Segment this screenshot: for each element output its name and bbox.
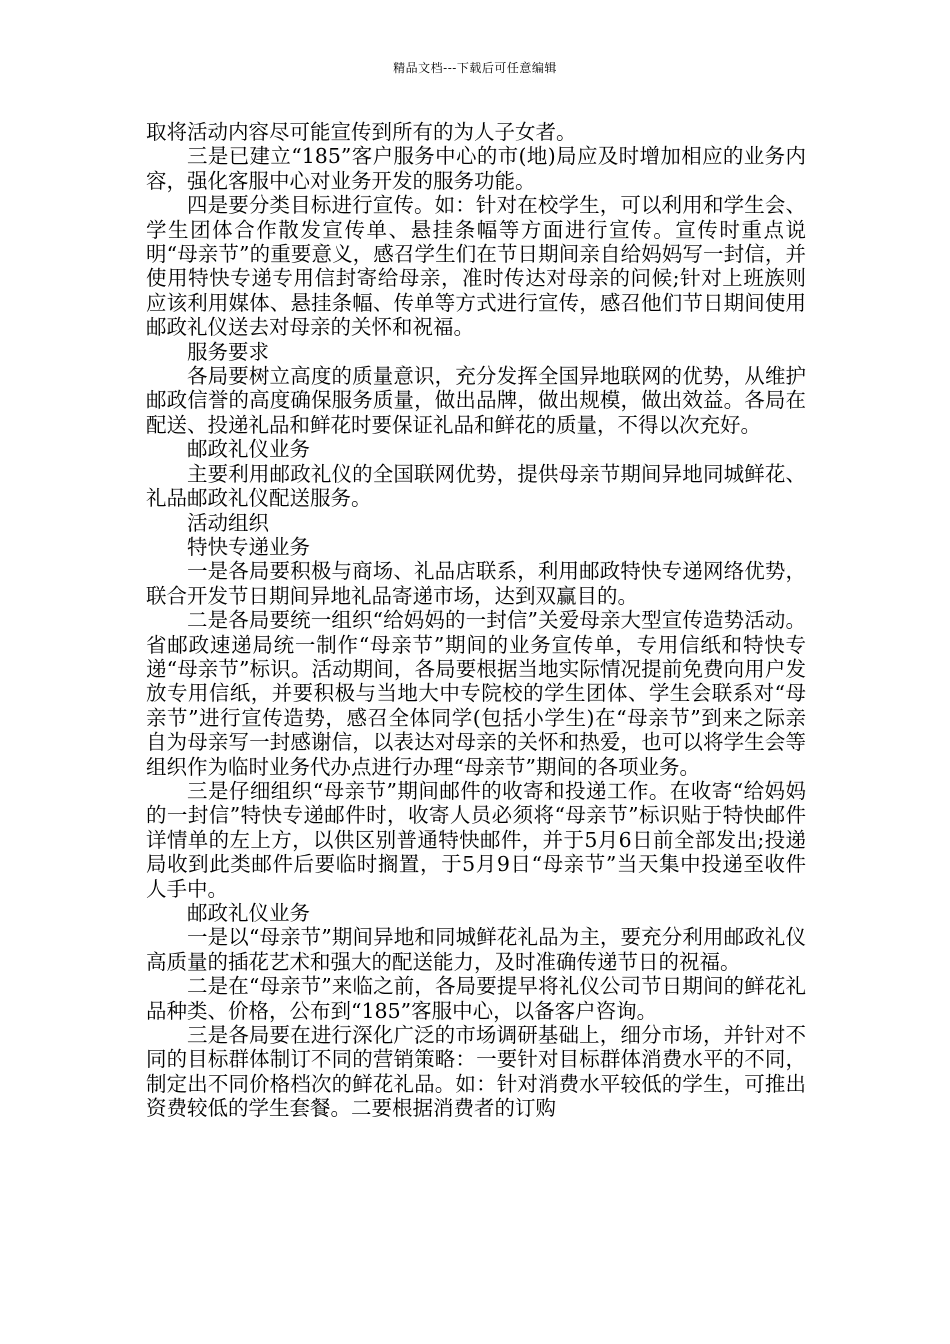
paragraph: 取将活动内容尽可能宣传到所有的为人子女者。 bbox=[146, 120, 577, 144]
paragraph: 一是以“母亲节”期间异地和同城鲜花礼品为主，要充分利用邮政礼仪高质量的插花艺术和强大的配送能力，及时准确传递节日的祝福。 bbox=[146, 925, 806, 974]
paragraph: 三是各局要在进行深化广泛的市场调研基础上，细分市场，并针对不同的目标群体制订不同的营销策略：一要针对目标群体消费水平的不同，制定出不同价格档次的鲜花礼品。如：针对消费水平较低的学生，可推出资费较低的学生套餐。二要根据消费者的订购 bbox=[146, 1023, 806, 1121]
paragraph: 一是各局要积极与商场、礼品店联系，利用邮政特快专递网络优势，联合开发节日期间异地礼品寄递市场，达到双赢目的。 bbox=[146, 559, 806, 608]
section-heading: 邮政礼仪业务 bbox=[187, 901, 310, 925]
paragraph: 二是在“母亲节”来临之前，各局要提早将礼仪公司节日期间的鲜花礼品种类、价格，公布到“185”客服中心，以备客户咨询。 bbox=[146, 974, 806, 1023]
section-heading: 活动组织 bbox=[187, 510, 269, 535]
section-heading: 服务要求 bbox=[187, 339, 269, 364]
paragraph: 各局要树立高度的质量意识，充分发挥全国异地联网的优势，从维护邮政信誉的高度确保服务质量，做出品牌，做出规模，做出效益。各局在配送、投递礼品和鲜花时要保证礼品和鲜花的质量，不得以次充好。 bbox=[146, 364, 806, 437]
paragraph: 主要利用邮政礼仪的全国联网优势，提供母亲节期间异地同城鲜花、礼品邮政礼仪配送服务。 bbox=[146, 461, 806, 511]
page-header: 精品文档---下载后可任意编辑 bbox=[393, 61, 557, 75]
document-body bbox=[146, 120, 806, 1121]
paragraph: 三是已建立“185”客户服务中心的市(地)局应及时增加相应的业务内容，强化客服中心对业务开发的服务功能。 bbox=[146, 144, 806, 193]
section-heading: 特快专递业务 bbox=[187, 534, 310, 559]
section-heading: 邮政礼仪业务 bbox=[187, 437, 310, 462]
paragraph: 三是仔细组织“母亲节”期间邮件的收寄和投递工作。在收寄“给妈妈的一封信”特快专递邮件时，收寄人员必须将“母亲节”标识贴于特快邮件详情单的左上方，以供区别普通特快邮件，并于5月6日前全部发出;投递局收到此类邮件后要临时搁置，于5月9日“母亲节”当天集中投递至收件人手中。 bbox=[146, 778, 806, 901]
paragraph: 四是要分类目标进行宣传。如：针对在校学生，可以利用和学生会、学生团体合作散发宣传单、悬挂条幅等方面进行宣传。宣传时重点说明“母亲节”的重要意义，感召学生们在节日期间亲自给妈妈写一封信，并使用特快专递专用信封寄给母亲，准时传达对母亲的问候;针对上班族则应该利用媒体、悬挂条幅、传单等方式进行宣传，感召他们节日期间使用邮政礼仪送去对母亲的关怀和祝福。 bbox=[146, 193, 806, 340]
paragraph: 二是各局要统一组织“给妈妈的一封信”关爱母亲大型宣传造势活动。省邮政速递局统一制作“母亲节”期间的业务宣传单，专用信纸和特快专递“母亲节”标识。活动期间，各局要根据当地实际情况提前免费向用户发放专用信纸，并要积极与当地大中专院校的学生团体、学生会联系对“母亲节”进行宣传造势，感召全体同学(包括小学生)在“母亲节”到来之际亲自为母亲写一封感谢信，以表达对母亲的关怀和热爱，也可以将学生会等组织作为临时业务代办点进行办理“母亲节”期间的各项业务。 bbox=[146, 608, 806, 779]
